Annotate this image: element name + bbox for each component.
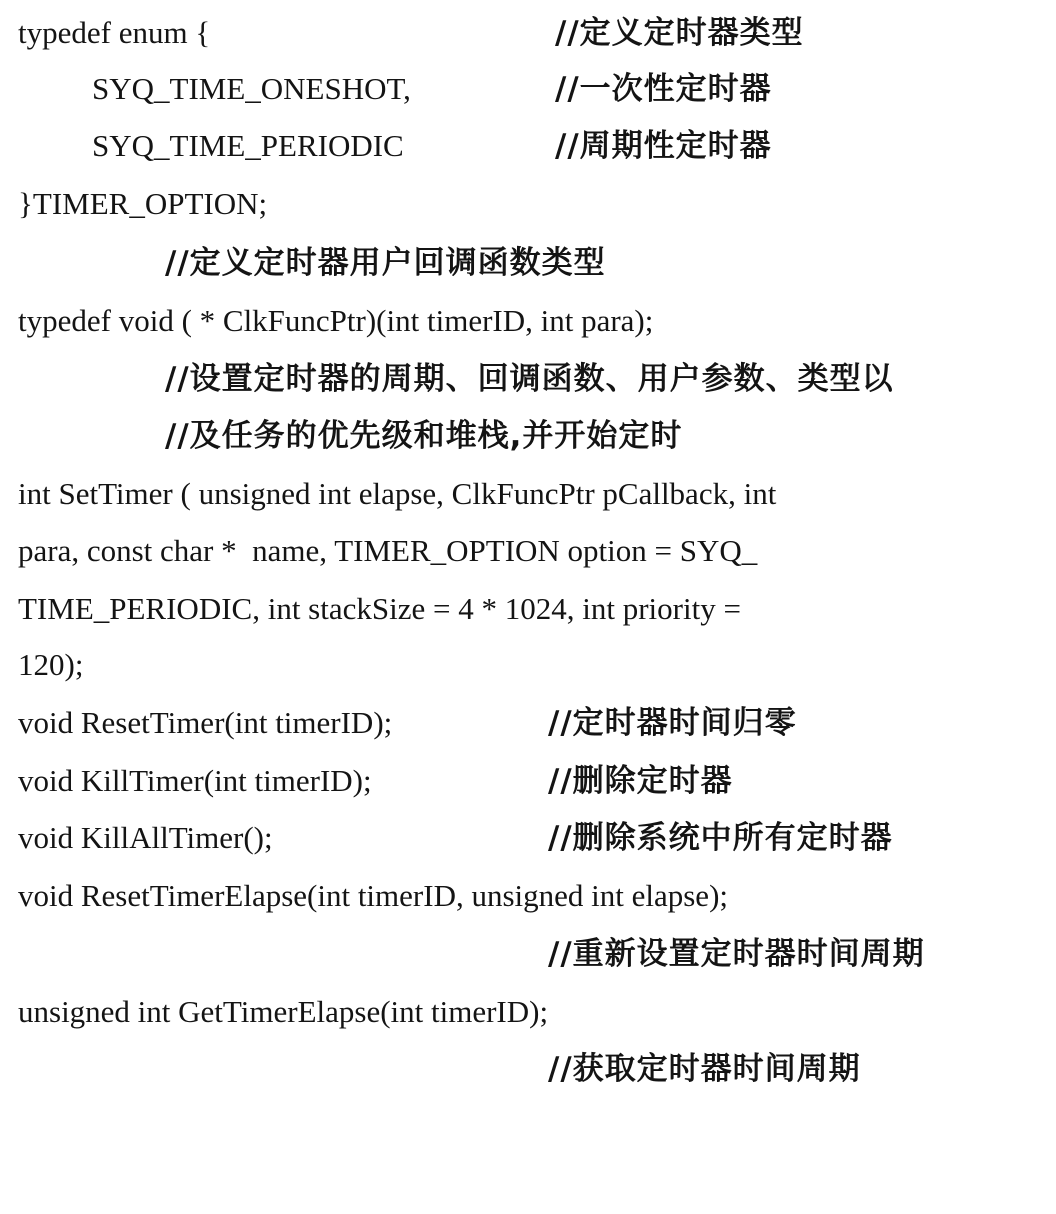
code-line — [0, 234, 606, 292]
code-line — [0, 983, 549, 1041]
code-text: void KillTimer(int timerID); — [18, 763, 372, 798]
code-text: TIME_PERIODIC, int stackSize = 4 * 1024, int priority = — [18, 591, 741, 626]
code-line — [0, 175, 268, 233]
code-text: void ResetTimer(int timerID); — [18, 705, 393, 740]
code-comment: //定义定时器类型 — [555, 15, 804, 51]
code-text: SYQ_TIME_PERIODIC — [92, 128, 404, 163]
code-line — [0, 117, 772, 175]
code-text: void KillAllTimer(); — [18, 820, 273, 855]
code-text: void ResetTimerElapse(int timerID, unsigned int elapse); — [18, 878, 729, 913]
code-comment: //定义定时器用户回调函数类型 — [165, 245, 606, 281]
code-text: typedef void ( * ClkFuncPtr)(int timerID, int para); — [18, 303, 654, 338]
code-text: para, const char * name, TIMER_OPTION option = SYQ_ — [18, 533, 758, 568]
code-line — [0, 407, 683, 465]
code-text: SYQ_TIME_ONESHOT, — [92, 71, 411, 106]
code-comment: //重新设置定时器时间周期 — [548, 936, 925, 972]
code-line — [0, 636, 84, 694]
code-line — [0, 522, 758, 580]
code-line — [0, 350, 894, 408]
code-line — [0, 752, 733, 810]
code-text: unsigned int GetTimerElapse(int timerID); — [18, 994, 549, 1029]
code-line — [0, 292, 654, 350]
code-comment: //定时器时间归零 — [548, 705, 797, 741]
code-line — [0, 60, 772, 118]
code-line — [0, 867, 729, 925]
code-text: typedef enum { — [18, 15, 211, 50]
code-line — [0, 4, 804, 62]
code-line — [0, 1040, 861, 1098]
code-line — [0, 694, 797, 752]
code-comment: //及任务的优先级和堆栈,并开始定时 — [165, 418, 683, 454]
code-text: }TIMER_OPTION; — [18, 186, 268, 221]
code-text: 120); — [18, 647, 84, 682]
code-line — [0, 809, 893, 867]
code-comment: //删除定时器 — [548, 763, 733, 799]
code-line — [0, 925, 925, 983]
code-line — [0, 465, 777, 523]
code-comment: //设置定时器的周期、回调函数、用户参数、类型以 — [165, 361, 894, 397]
code-text: int SetTimer ( unsigned int elapse, ClkFuncPtr pCallback, int — [18, 476, 777, 511]
code-comment: //删除系统中所有定时器 — [548, 820, 893, 856]
code-comment: //一次性定时器 — [555, 71, 772, 107]
code-comment: //获取定时器时间周期 — [548, 1051, 861, 1087]
code-line — [0, 580, 741, 638]
code-comment: //周期性定时器 — [555, 128, 772, 164]
